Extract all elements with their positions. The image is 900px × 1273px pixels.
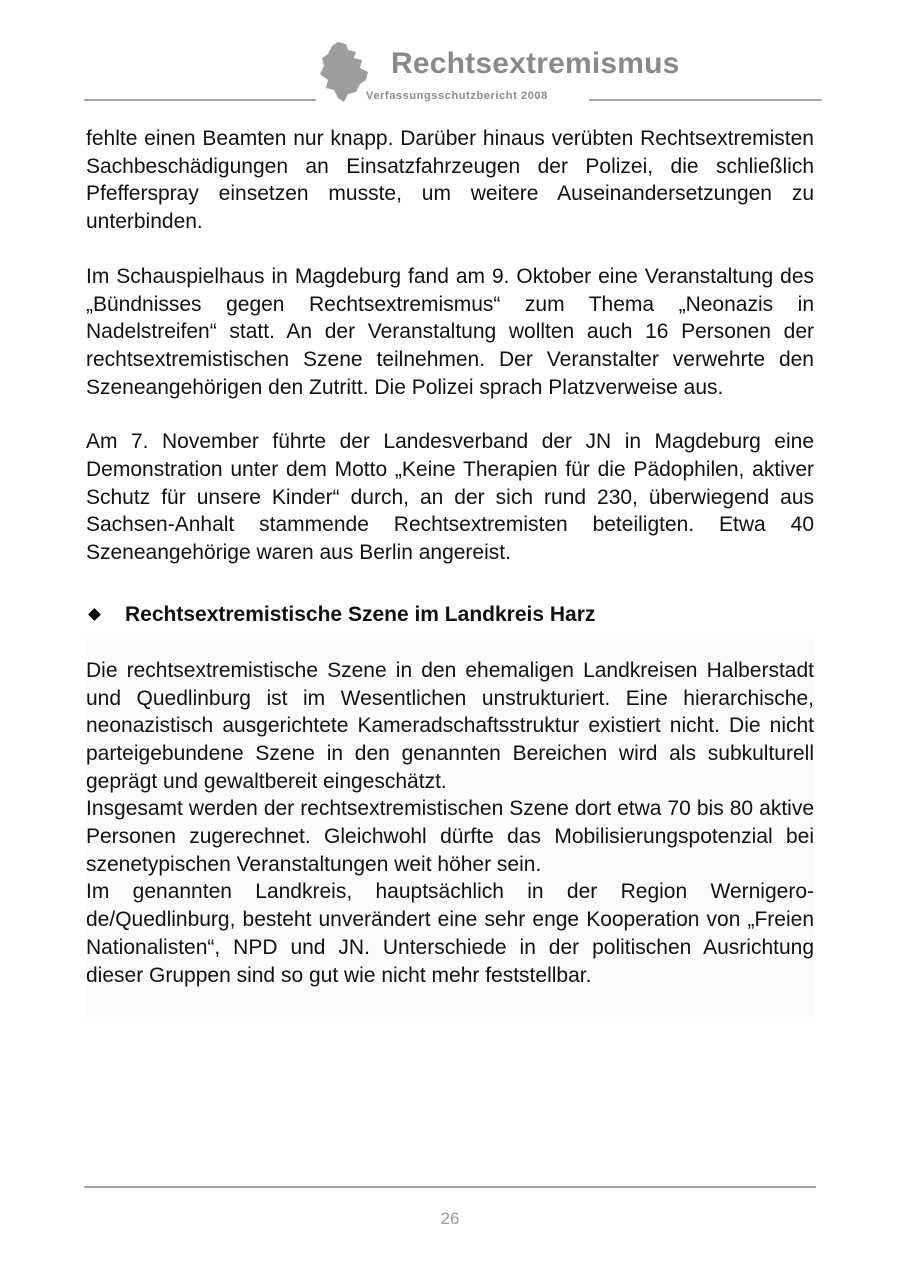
body-paragraph: Die rechtsextremistische Szene in den ehemaligen Landkreisen Halberstadt und Quedlinburg ist im Wesentlichen unstrukturiert. Eine hierarchische, neonazistisch ausgerichtete Kameradschaftsstruktur existiert nicht. Die nicht parteigebundene Szene in den genannten Bereichen wird als subkulturell geprägt und gewaltbereit eingeschätzt. xyxy=(86,658,814,793)
section-heading xyxy=(86,597,814,633)
section-body xyxy=(86,639,814,1017)
body-paragraph: Im genannten Landkreis, hauptsächlich in der Region Wernigerode/Quedlinburg, besteht unverändert eine sehr enge Kooperation von „Freien Nationalisten“, NPD und JN. Unterschiede in der politischen Ausrichtung dieser Gruppen sind so gut wie nicht mehr feststellbar. xyxy=(86,880,814,987)
header-title: Rechtsextremismus xyxy=(391,47,680,80)
page-content xyxy=(86,125,814,1017)
header-rule-right xyxy=(589,99,822,101)
body-paragraph: Am 7. November führte der Landesverband der JN in Magdeburg eine Demonstration unter dem Motto „Keine Therapien für die Pädophilen, aktiver Schutz für unsere Kinder“ durch, an der sich rund 230, überwiegend aus Sachsen-Anhalt stammende Rechtsextremisten beteiligten. Etwa 40 Szeneangehörige waren aus Berlin angereist. xyxy=(86,430,814,565)
page-number: 26 xyxy=(440,1209,460,1228)
bullet-diamond-icon xyxy=(88,608,101,621)
footer-rule xyxy=(84,1186,816,1188)
body-paragraph: Insgesamt werden der rechtsextremistischen Szene dort etwa 70 bis 80 aktive Personen zugerechnet. Gleichwohl dürfte das Mobilisierungspotenzial bei szenetypischen Veranstaltungen weit höher sein. xyxy=(86,797,814,876)
section-heading-text: Rechtsextremistische Szene im Landkreis Harz xyxy=(125,602,596,626)
body-paragraph: Im Schauspielhaus in Magdeburg fand am 9. Oktober eine Veranstaltung des „Bündnisses gegen Rechtsextremismus“ zum Thema „Neonazis in Nadelstreifen“ statt. An der Veranstaltung wollten auch 16 Personen der rechtsextremistischen Szene teilnehmen. Der Veranstalter verwehrte den Szeneangehörigen den Zutritt. Die Polizei sprach Platzverweise aus. xyxy=(86,264,814,399)
page-header xyxy=(84,38,822,108)
header-rule-left xyxy=(84,99,316,101)
header-subtitle: Verfassungsschutzbericht 2008 xyxy=(366,90,548,102)
body-paragraph: fehlte einen Beamten nur knapp. Darüber hinaus verübten Rechtsextremisten Sachbeschädigungen an Einsatzfahrzeugen der Polizei, die schließlich Pfefferspray einsetzen musste, um weitere Auseinandersetzungen zu unterbinden. xyxy=(86,127,814,234)
